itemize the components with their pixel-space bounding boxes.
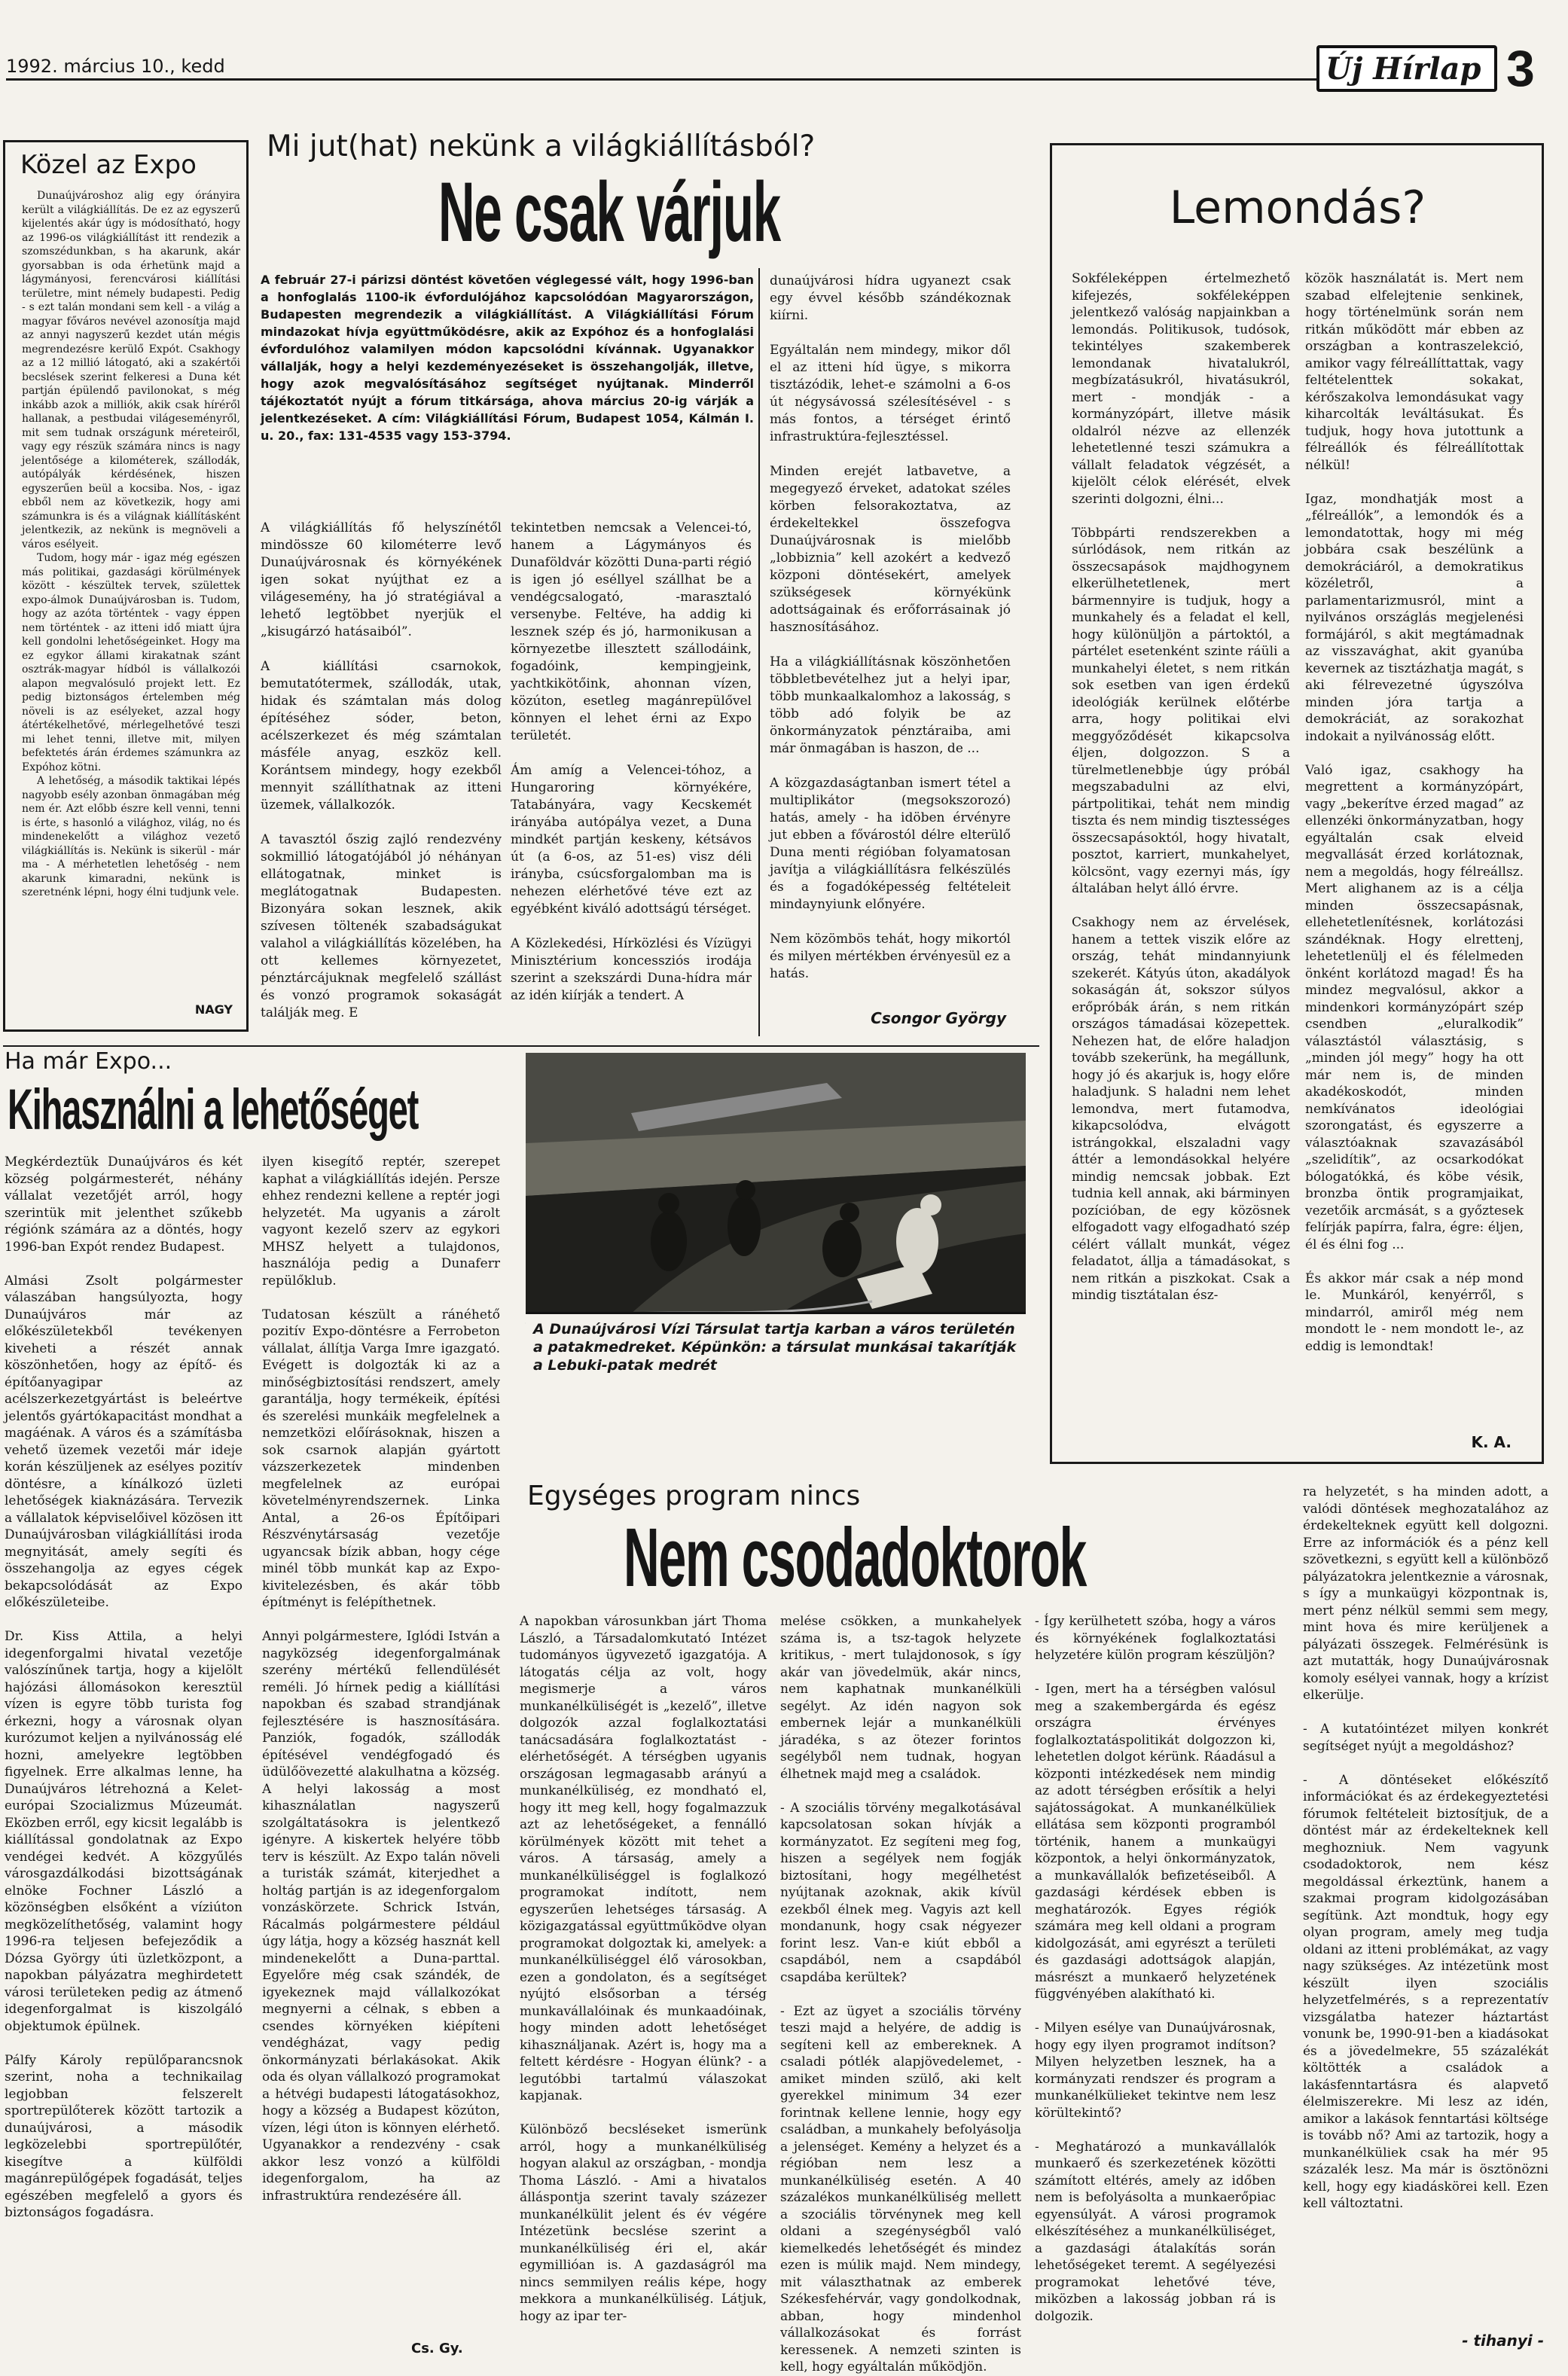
lead-paragraph: A február 27-i párizsi döntést követően véglegessé vált, hogy 1996-ban a honfoglalás 1100-ik évfordulójához kapcsolódóan Magyarországon, Budapesten megrendezik a világkiállítást. A Világkiállítási Fórum mindazokat hívja együttműködésre, akik az Expóhoz és a honfoglalási évfordulóhoz valamilyen módon kapcsolódni kívánnak. Ugyanakkor vállalják, hogy a helyi kezdeményezéseket is összehangolják, illetve, hogy azok megvalósításához segítséget nyújtanak. Minderről tájékoztatót nyújt a fórum titkársága, ahova március 20-ig várják a jelentkezéseket. A cím: Világkiállítási Fórum, Budapest 1054, Kálmán I. u. 20., fax: 131-4535 vagy 153-3794. bbox=[261, 273, 754, 443]
column-1: Megkérdeztük Dunaújváros és két község polgármesterét, néhány vállalat vezetőjét arról, hogy szerintük mit jelenthet szűkebb régiónk számára az a döntés, hogy 1996-ban Expót rendez Budapest. Almási Zsolt polgármester válaszában hangsúlyozta, hogy Dunaújváros már az előkészületekből tevékenyen kiveheti a részét annak köszönhetően, hogy az építő- és építőanyagipar az acélszerkezetgyártást is beleértve jelentős gyártókapacitást mondhat a magáénak. A város és a számításba vehető üzemek vezetői már ideje korán készüljenek az esélyes pozitív döntésre, a kínálkozó üzleti lehetőségek kiaknázására. Tervezik a vállalatok képviselőivel közösen itt Dunaújvárosban világkiállítási iroda megnyitását, amely segíti és összehangolja az egyes cégek bekapcsolódását az Expo előkészületeibe. Dr. Kiss Attila, a helyi idegenforgalmi hivatal vezetője valószínűnek tartja, hogy a kijelölt hajózási állomásokon keresztül vízen is egyre több turista fog érkezni, hogy a városnak olyan kurózumot keljen a nyilvánosság elé hozni, amelyekre legtöbben figyelnek. Erre alkalmas lenne, ha Dunaújváros létrehozná a Kelet-európai Szocializmus Múzeumát. Eközben erről, egy kicsit legalább is kiállítással gondolatnak az Expo vendégei kedvét. A közgyűlés városgazdálkodási bizottságának elnöke Fochner László a közönségben elsőként a víziúton megközelíthetőség, valamint hogy 1996-ra teljesen befejeződik a Dózsa György úti üzletközpont, a napokban pályázatra meghirdetett városi területeken pedig az átmenő idegenforgalmat is kiszolgáló objektumok épülnek. Pálfy Károly repülőparancsnok szerint, noha a technikailag legjobban felszerelt sportrepülőterek között tartozik a dunaújvárosi, a második legközelebbi sportrepülőtér, kisegítve a külföldi magánrepülőgépek fogadását, teljes egészében megfelelő a gyors és biztonságos fogadásra. bbox=[5, 1154, 243, 2220]
signature: - tihanyi - bbox=[1462, 2332, 1544, 2350]
column-3: dunaújvárosi hídra ugyanezt csak egy évvel később szándékoznak kiírni. Egyáltalán nem mindegy, mikor dől el az itteni híd ügye, s mikorra tisztázódik, lehet-e számolni a 6-os út négysávossá szélesítésével - s más fontos, a térséget érintő infrastruktúra-fejlesztéssel. Minden erejét latbavetve, a megegyező érveket, adatokat széles körben felsorakoztatva, az érdekeltekkel összefogva Dunaújvárosnak is mielőbb „lobbiznia” kell azokért a kedvező közponi döntésekért, amelyek szükségesek környékünk adottságainak és erőforrásainak jó hasznosításához. Ha a világkiállításnak köszönhetően többletbevételhez jut a helyi ipar, több munkaalkalomhoz a lakosság, s több adó folyik be az önkormányzatok pénztáraiba, ami már önmagában is haszon, de ... A közgazdaságtanban ismert tétel a multiplikátor (megsokszorozó) hatás, amely - ha idöben érvényre jut ebben a fővárostól délre elterülő Duna menti régióban folyamatosan javítja a világkiállításra felkészülés és a fogadóképesség feltételeit mindaynyiunk előnyére. Nem közömbös tehát, hogy mikortól és milyen mértékben érvényesül ez a hatás. bbox=[770, 273, 1011, 981]
article-nem-csodadoktorok bbox=[520, 1481, 1566, 2374]
signature: Cs. Gy. bbox=[411, 2341, 463, 2356]
signature: Csongor György bbox=[871, 1009, 1006, 1027]
article-lemondas bbox=[1050, 143, 1544, 1464]
column-1: A világkiállítás fő helyszínétől mindössze 60 kilométerre levő Dunaújvárosnak és környékének igen sokat nyújthat ez a világesemény, ha jó stratégiával a lehető legtöbbet nyerjük el „kisugárzó hatásaiból”. A kiállítási csarnokok, bemutatótermek, szállodák, utak, hidak és számtalan más dolog építéséhez sóder, beton, acélszerkezet és még számtalan másféle anyag, eszköz kell. Korántsem mindegy, hogy ezekből mennyit szállíthatnak az itteni üzemek, vállalkozók. A tavasztól őszig zajló rendezvény sokmillió látogatójából jó néhányan ellátogatnak, minket is meglátogatnak Budapesten. Bizonyára sokan lesznek, akik szívesen töltenék szabadságukat valahol a világkiállítás közelében, ha ott kellemes környezetet, pénztárcájuknak megfelelő szállást és vonzó programok sokaságát találják meg. E bbox=[261, 520, 502, 1020]
column-2: közök használatát is. Mert nem szabad elfelejtenie senkinek, hogy történelmünk során nem ritkán működött már ebben az országban a kontraszelekció, amikor vagy félreállíttattak, vagy feltételenttek sokakat, kérőszakolva lemondásukat vagy kiharcolták leváltásukat. És tudjuk, hogy hova jutottunk a félreállók és félreállítottak nélkül! Igaz, mondhatják most a „félreállók”, a lemondók és a lemondatottak, hogy mi még jobbára csak beszélünk a demokráciáról, a demokratikus közéletről, a parlamentarizmusról, mint a nyilvános országlás megjelenési formájáról, s akit megtámadnak az visszavághat, akit gyanúba kevernek az tisztázhatja magát, s aki félrevezetné úgyszólva minden jóra tartja a demokráciát, az sorakozhat indokait a nyilvánosság előtt. Való igaz, csakhogy ha megrettent a kormányzópárt, vagy „bekerítve érzed magad” az ellenzéki önkormányzatban, hogy egyáltalán csak elveid megvallását érzed korlátoznak, nem a megoldás, hogy félreállsz. Mert alighanem az is a célja minden összecsapásnak, ellehetetlenítésnek, korlátozási szándéknak. Hogy elrettenj, lehetetlenülj el és félelmeden önként korlátozd magad! És ha mindez megvalósul, akkor a mindenkori kormányzópárt szép csendben „eluralkodik” választástól választásig, s „minden jól megy” hogy ha ott már nem is, de minden akadékoskodót, minden nemkívánatos ideológiai szorongatást, és egyszerre a választóaknak szavazásából „szelidítik”, az ocsarkodókat bólogatókká, és köbe vésik, bronzba öntik programjaikat, vezetőik arcmását, s a győztesek felírják papírra, falra, égre: éljen, él és élni fog ... És akkor már csak a nép mond le. Munkáról, kenyérről, s mindarról, amiről még nem mondott le - nem mondott le-, az eddig is lemondtak! bbox=[1305, 271, 1524, 1354]
column-4: ra helyzetét, s ha minden adott, a valódi döntések meghozatalához az érdekelteknek együtt kell dolgozni. Erre az információk és a pénz kell szövetkezni, s együtt kell a különböző pályázatokra jelentkeznie a városnak, s így a munkaügyi központnak is, mert pénz nélkül semmi sem megy, mint hova és mire kerüljenek a pályázati összegek. Felmérésünk is azt mutatták, hogy Dunaújvárosnak komoly esélyei vannak, hogy a krízist elkerülje. - A kutatóintézet milyen konkrét segítséget nyújt a megoldáshoz? - A döntéseket előkészítő információkat és az érdekegyeztetési fórumok feltételeit biztosítjuk, de a döntést már az érdekelteknek kell meghozniuk. Nem vagyunk csodadoktorok, nem kész megoldással érkeztünk, hanem a szakmai program kidolgozásában segítünk. Azt mondtuk, hogy egy olyan program, amely meg tudja oldani az itteni problémákat, az vagy nagy szükséges. Az intézetünk most készült ilyen szociális helyzetfelmérés, s a reprezentatív vizsgálatba hatezer háztartást vonunk be, 1990-91-ben a kiadásokat és a jövedelmekre, 55 százalékát költötték a családok a lakásfenntartásra és alapvető élelmiszerekre. Mi lesz az idén, amikor a lakások fenntartási költsége is tovább nő? Ami az tartozik, hogy a munkanélküliek csak ha mér 95 százalék lesz. Ma már is ösztönözni kell, hogy egy kiadáskörei kell. Ezen kell változtatni. bbox=[1303, 1484, 1548, 2211]
masthead-rule bbox=[6, 78, 1316, 81]
section-rule bbox=[3, 1045, 1039, 1047]
column-1: A napokban városunkban járt Thoma László, a Társadalomkutató Intézet tudományos ügyvezető igazgatója. A látogatás célja az volt, hogy megismerje a város munkanélküliségét is „kezelő”, illetve dolgozók azzal foglalkoztatási tanácsadására foglalkoztatást - elérhetőségét. A térségben ugyanis országosan legmagasabb arányú a munkanélküliség, ez mondható el, hogy itt meg kell, hogy fogalmazzuk azt az lehetőségeket, a fennálló körülmények között mit tehet a város. A társaság, amely a munkanélküliséggel is foglalkozó programokat indított, nem egyszerűen lehetséges társaság. A közigazgatással együttműködve olyan programokat dolgoztak ki, amelyek: a munkanélküliséggel élő városokban, ezen a gondolaton, és a segítséget nyújtó elsősorban a térség munkavállalóinak és munkaadóinak, hogy minden adott lehetőséget kihasználjanak. Azért is, hogy ma a feltett kérdésre - Hogyan élünk? - a legutóbbi tartalmú válaszokat kapjanak. Különböző becsléseket ismerünk arról, hogy a munkanélküliség hogyan alakul az országban, - mondja Thoma László. - Ami a hivatalos álláspontja szerint tavaly százezer munkanélkülit jelent és év végére Intézetünk becslése szerint a munkanélküliség éri el, akár egymillióan is. A gazdaságról ma nincs semmilyen reális képe, hogy mekkora a munkanélküliség. Látjuk, hogy az ipar ter- bbox=[520, 1614, 767, 2324]
article-headline: Nem csodadoktorok bbox=[624, 1511, 1087, 1604]
article-headline: Kihasználni a lehetőséget bbox=[8, 1078, 419, 1142]
column-rule bbox=[758, 268, 760, 1036]
news-photo bbox=[526, 1053, 1026, 1372]
article-kihasznalni bbox=[5, 1048, 503, 2359]
article-title: Közel az Expo bbox=[20, 150, 197, 180]
signature: NAGY bbox=[194, 1002, 233, 1017]
article-kozel-az-expo bbox=[3, 140, 249, 1032]
article-headline: Ne csak várjuk bbox=[438, 165, 780, 259]
paragraph: Dunaújvároshoz alig egy órányira került a világkiállítás. De ez az egyszerű kijelentés akár úgy is módosítható, hogy az 1996-os világkiállítást itt rendezik a szomszédunkban, s ha akarunk, akár gyorsabban is oda érhetünk majd a lágymányosi, ferencvárosi kiállítási területre, mint némely budapesti. Pedig - s ezt talán mondani sem kell - a világ a magyar főváros nevével azonosítja majd az annyi nagyszerű kezdet után mégis megrendezésre kerülő Expót. Csakhogy az a 12 millió látogató, aki a szakértői becslések szerint felkeresi a Duna két partján épülendő pavilonokat, s még inkább azok a milliók, akik csak híréről hallanak, a pestbudai világeseményről, mit sem tudnak országunk méreteiről, vagy egy részük számára nincs is nagy jelentősége a kilométerek, szállodák, autópályák kérdésének, hiszen egyszerűen beül a kocsiba. Nos, - igaz ebből nem az következik, hogy ami számunkra is és a világnak kiállításként jelentkezik, az nekünk is megnöveli a város esélyeit. bbox=[22, 190, 244, 551]
paragraph: Tudom, hogy már - igaz még egészen más politikai, gazdasági körülmények között - készültek tervek, születtek expo-álmok Dunaújvárosban is. Tudom, hogy az azóta történtek - vagy éppen nem történtek - az itteni idő miatt újra kell gondolni lehetőségeinket. Hogy ma ez egykor állami kirakatnak szánt osztrák-magyar hídból is vállalkozói alapon megvalósuló projekt lett. Ez pedig biztonságos értelemben még növeli is az esélyeket, azzal hogy átértékelhetővé, mérlegelhetővé teszi mi lehet tenni, illetve mit, milyen befektetés árán érdemes számunkra az Expóhoz kötni. bbox=[22, 552, 244, 773]
column-2: ilyen kisegítő reptér, szerepet kaphat a világkiállítás idején. Persze ehhez rendezni kellene a reptér jogi helyzetét. Ma ugyanis a zárolt vagyont kezelő szerv az egykori MHSZ helyett a tulajdonos, használója pedig a Dunaferr repülőklub. Tudatosan készült a ránéhető pozitív Expo-döntésre a Ferrobeton vállalat, állítja Varga Imre igazgató. Evégett is dolgozták ki az a minőségbiztosítási rendszert, amely garantálja, hogy termékeik, építési és szerelési munkáik megfelelnek a nemzetközi előírásoknak, hiszen a sok csarnok alapján gyártott vázszerkezetek mindenben megfelelnek az európai követelményrendszernek. Linka Antal, a 26-os Építőipari Részvénytársaság vezetője ugyancsak bízik abban, hogy cége minél több munkát kap az Expo-kivitelezésben, és akár több építményt is felépíthetnek. Annyi polgármestere, Iglódi István a nagyközség idegenforgalmának szerény mértékű fellendülését reméli. Jó hírnek pedig a kiállítási napokban és szabad strandjának fejlesztésére is hasznosítására. Panziók, fogadók, szállodák építésével vendégfogadó és üdülőövezetté alakulhatna a község. A helyi lakosság a most kihasználatlan nagyszerű szolgáltatásokra is jelentkező igényre. A kiskertek helyére több terv is készült. Az Expo talán növeli a turisták számát, kiterjedhet a holtág partján is az idegenforgalom vonzáskörzete. Schrick István, Rácalmás polgármestere például úgy látja, hogy a község hasznát kell mindenekelőtt a Duna-parttal. Egyelőre még csak szándék, de igyekeznek majd vállalkozókat megnyerni a célnak, s ebben a csendes környéken kiépíteni vendégházat, vagy pedig önkormányzati bérlakásokat. Akik oda és olyan vállalkozó programokat a hétvégi budapesti látogatásokhoz, hogy a község a Budapest közúton, vízen, légi úton is könnyen elérhető. Ugyanakkor a rendezvény - csak akkor lesz vonzó a külföldi idegenforgalom, ha az infrastruktúra rendezésére áll. bbox=[262, 1154, 500, 2204]
article-kicker: Mi jut(hat) nekünk a világkiállításból? bbox=[267, 130, 816, 163]
newspaper-logo bbox=[1316, 45, 1497, 92]
article-title: Lemondás? bbox=[1169, 181, 1426, 234]
logo-wordmark: Új Hírlap bbox=[1325, 51, 1481, 87]
column-2: melése csökken, a munkahelyek száma is, a tsz-tagok helyzete kritikus, - mert tulajdonosok, s így akár van jövedelmük, akár nincs, nem kaphatnak munkanélküli segélyt. Az idén nagyon sok embernek lejár a munkanélküli járadéka, s az ötezer forintos segélyből nem tudnak, hogyan élhetnek majd meg a családok. - A szociális törvény megalkotásával kapcsolatosan sokan hívják a kormányzatot. Ez segíteni meg fog, hiszen a segélyek nem fogják biztosítani, hogy megélhetést nyújtanak azoknak, akik kívül ezekből élnek meg. Vagyis azt kell mondanunk, hogy csak négyezer forint lesz. Van-e kiút ebből a csapdából, nem a csapdából csapdába kerültek? - Ezt az ügyet a szociális törvény teszi majd a helyére, de addig is segíteni kell az embereknek. A csaladi pótlék alapjövedelemet, - amiket minden szülő, aki kelt gyerekkel minimum 34 ezer forintnak kellene lennie, hogy egy családban, a munkahely befolyásolja a jelenséget. Kemény a helyzet és a régióban nem lesz a munkanélküliség esetén. A 40 százalékos munkanélküliség mellett a szociális törvénynek meg kell oldani a szegénységből való kiemelkedés lehetőségét és mindez ezen is múlik majd. Nem mindegy, mit választhatnak az emberek Székesfehérvár, vagy gondolkodnak, abban, hogy mindenhol vállalkozásokat és forrást keressenek. A nemzeti szinten is kell, hogy egyáltalán működjön. bbox=[780, 1614, 1021, 2374]
issue-date: 1992. március 10., kedd bbox=[6, 56, 225, 77]
column-2: tekintetben nemcsak a Velencei-tó, hanem a Lágymányos és Dunaföldvár közötti Duna-parti régió is igen jó eséllyel szállhat be a vendégcsalogató, -marasztaló versenybe. Feltéve, ha addig ki lesznek szép és jó, harmonikusan a környezetbe illesztett szállodáink, fogadóink, kempingjeink, yachtkikötőink, ahonnan vízen, közúton, esetleg magánrepülővel könnyen el lehet érni az Expo területét. Ám amíg a Velencei-tóhoz, a Hungaroring környékére, Tatabányára, vagy Kecskemét irányába autópálya vezet, a Duna mindkét partján keskeny, kétsávos út (a 6-os, az 51-es) visz déli irányba, csúcsforgalomban ma is nehezen elérhetővé téve ezt az egyébként kiváló adottságú térséget. A Közlekedési, Hírközlési és Vízügyi Minisztérium koncessziós irodája szerint a szekszárdi Duna-hídra már az idén kiírják a tendert. A bbox=[511, 520, 752, 1003]
article-ne-csak-varjuk bbox=[261, 128, 1027, 1050]
paragraph: A lehetőség, a második taktikai lépés nagyobb esély azonban önmagában még nem ér. Azt előbb észre kell venni, tenni is érte, s hasonló a világhoz, világ, no és mindenekelőtt a világhoz vezető világkiállítás is. Nekünk is sikerül - már ma - A mérhetetlen lehetőség - nem akarunk kimaradni, nekünk is szeretnénk lépni, hogy élni tudjunk vele. bbox=[22, 775, 244, 898]
article-kicker: Ha már Expo... bbox=[5, 1048, 172, 1075]
photo-caption: A Dunaújvárosi Vízi Társulat tartja karban a város területén a patakmedreket. Képünkön: a társulat munkásai takarítják a Lebuki-patak medrét bbox=[533, 1321, 1017, 1374]
photo-caption-box bbox=[526, 1312, 1026, 1372]
article-body bbox=[22, 189, 244, 987]
page-number: 3 bbox=[1506, 40, 1535, 97]
article-kicker: Egységes program nincs bbox=[527, 1481, 861, 1511]
column-1: Sokféleképpen értelmezhető kifejezés, sokféleképpen jelentkező valóság napjainkban a lemondás. Politikusok, tudósok, tekintélyes szakemberek lemondanak hivatalukról, megbízatásukról, hivatásukról, mert - mondják - a kormányzópárt, illetve másik oldalról nézve az ellenzék lehetetlenné teszi számukra a vállalt feladatok végzését, a kijelölt célok elérését, elvek szerinti dolgozni, élni... Többpárti rendszerekben a súrlódások, nem ritkán az összecsapások majdhogynem elkerülhetetlenek, mert bármennyire is tudjuk, hogy a munkahely és a feladat el kell, hogy különüljön a pártoktól, a pártélet esetenként szinte ráüli a munkahelyi életet, s nem ritkán sok esetben van igen érdekű ideológiák kerülnek előtérbe arra, hogy politikai elvi meggyőződését kikapcsolva éljen, dolgozzon. S a türelmetlenebbje úgy próbál megszabadulni az elvi, pártpolitikai, tehát nem mindig tiszta és nem mindig tisztességes összecsapásoktól, hogy hivatalt, posztot, karriert, munkahelyet, kölcsönt, vagy ezernyi más, így általában helyt álló érvre. Csakhogy nem az érvelések, hanem a tettek viszik előre az ország, tehát mindannyiunk szekerét. Kátyús úton, akadályok sokaságán át, sokszor súlyos erőpróbák árán, s nem ritkán országos támadásai közepettek. Nehezen hat, de előre haladjon tovább szekerünk, ha megállunk, hogy jó és akarjuk is, hogy előre haladjunk. S haladni nem lehet lemondva, mert futamodva, kikapcsolódva, elvágott istrángokkal, elszaladni vagy áttér a lemondásokkal helyére mindig nemcsak jobbak. Ezt tudnia kell annak, aki bárminyen pozícióban, de egy közösnek elfogadott vagy elfogadható szép célért vállalt munkát, végez feladatot, állja a támadásokat, s nem ritkán a piszkokat. Csak a mindig tisztátalan ész- bbox=[1072, 271, 1290, 1303]
column-3: - Így kerülhetett szóba, hogy a város és környékének foglalkoztatási helyzetére külön program készüljön? - Igen, mert ha a térségben valósul meg a szakembergárda és egész országra érvényes foglalkoztatáspolitikát dolgozzon ki, lehetetlen dolgot kérünk. Ráadásul a központi intézkedések nem mindig az adott térségben erősítik a helyi sajátosságokat. A munkanélküliek ellátása sem központi programból történik, hanem a munkaügyi központok, a helyi önkormányzatok, a munkavállalók befizetéseiből. A gazdasági kérdések ebben is meghatározók. Egyes régiók számára meg kell oldani a program kidolgozását, ami egyrészt a területi és gazdasági adottságok alapján, másrészt a munkaerő helyzetének függvényében alakítható ki. - Milyen esélye van Dunaújvárosnak, hogy egy ilyen programot indítson? Milyen helyzetben lesznek, ha a kormányzati rendszer és program a munkanélkülieket tekintve nem lesz körültekintő? - Meghatározó a munkavállalók munkaerő és szerkezetének közötti számított eltérés, amely az időben nem is befolyásolta a munkaerőpiac egyensúlyát. A városi programok elkészítéséhez a munkanélküliséget, a gazdasági átalakítás során lehetőségeket teremt. A segélyezési programokat lehetővé téve, miközben a lakosság jobban rá is dolgozik. bbox=[1035, 1614, 1276, 2324]
masthead bbox=[0, 0, 1568, 98]
signature: K. A. bbox=[1471, 1433, 1512, 1451]
